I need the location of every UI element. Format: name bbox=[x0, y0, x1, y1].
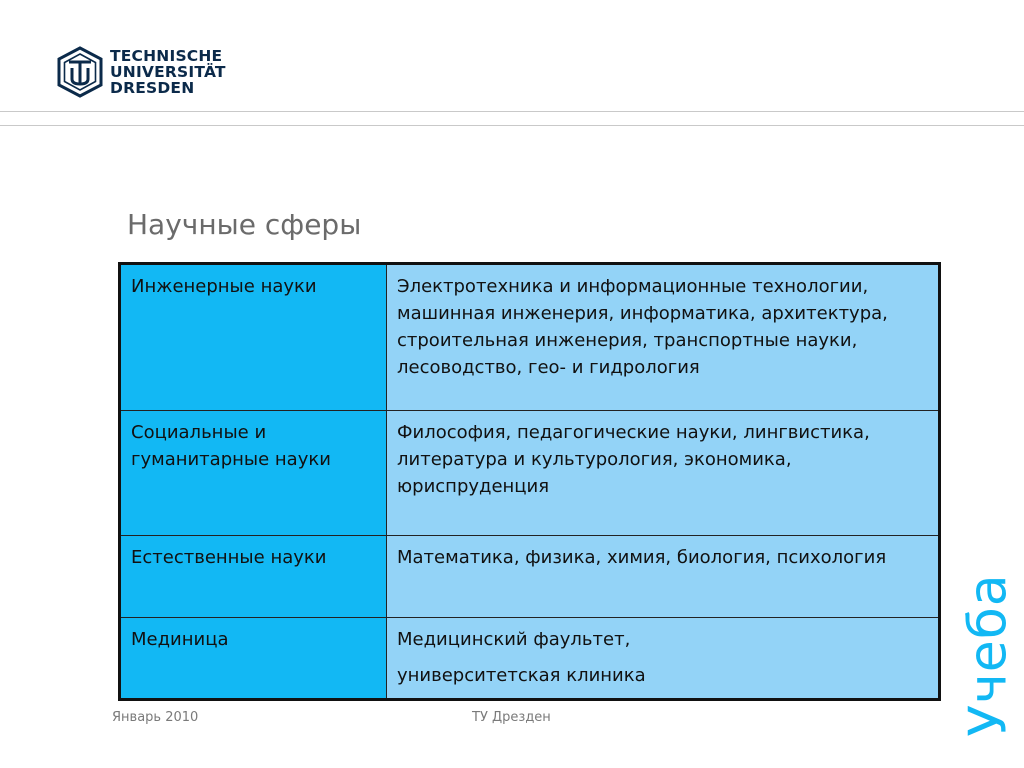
tu-dresden-logo-icon bbox=[56, 46, 104, 98]
disciplines-cell bbox=[387, 618, 940, 700]
table-row bbox=[120, 618, 940, 700]
field-name-cell: Мединица bbox=[120, 618, 387, 700]
disciplines-line: университетская клиника bbox=[397, 665, 646, 686]
table-row bbox=[120, 264, 940, 411]
side-section-label-text: Учеба bbox=[959, 573, 1019, 737]
logo-line-1: TECHNISCHE bbox=[110, 47, 223, 65]
disciplines-cell: Электротехника и информационные технологии, машинная инженерия, информатика, архитектура, строительная инженерия, транспортные науки, лесоводство, гео- и гидрология bbox=[387, 264, 940, 411]
side-section-label bbox=[958, 555, 1020, 755]
science-fields-table bbox=[118, 262, 941, 701]
logo-line-2: UNIVERSITÄT bbox=[110, 63, 226, 81]
table-row bbox=[120, 536, 940, 618]
disciplines-cell: Математика, физика, химия, биология, психология bbox=[387, 536, 940, 618]
footer-date: Январь 2010 bbox=[112, 710, 199, 725]
tu-dresden-logo bbox=[56, 46, 226, 98]
field-name-cell: Естественные науки bbox=[120, 536, 387, 618]
field-name-cell: Социальные и гуманитарные науки bbox=[120, 411, 387, 536]
disciplines-line: Медицинский фаультет, bbox=[397, 629, 631, 650]
logo-line-3: DRESDEN bbox=[110, 79, 195, 97]
slide-title: Научные сферы bbox=[127, 208, 362, 241]
logo-wordmark bbox=[110, 48, 226, 96]
header-divider-bottom bbox=[0, 125, 1024, 126]
header-divider-top bbox=[0, 111, 1024, 112]
table-row bbox=[120, 411, 940, 536]
field-name-cell: Инженерные науки bbox=[120, 264, 387, 411]
disciplines-cell: Философия, педагогические науки, лингвистика, литература и культурология, экономика, юриспруденция bbox=[387, 411, 940, 536]
footer-organization: ТУ Дрезден bbox=[472, 710, 551, 725]
